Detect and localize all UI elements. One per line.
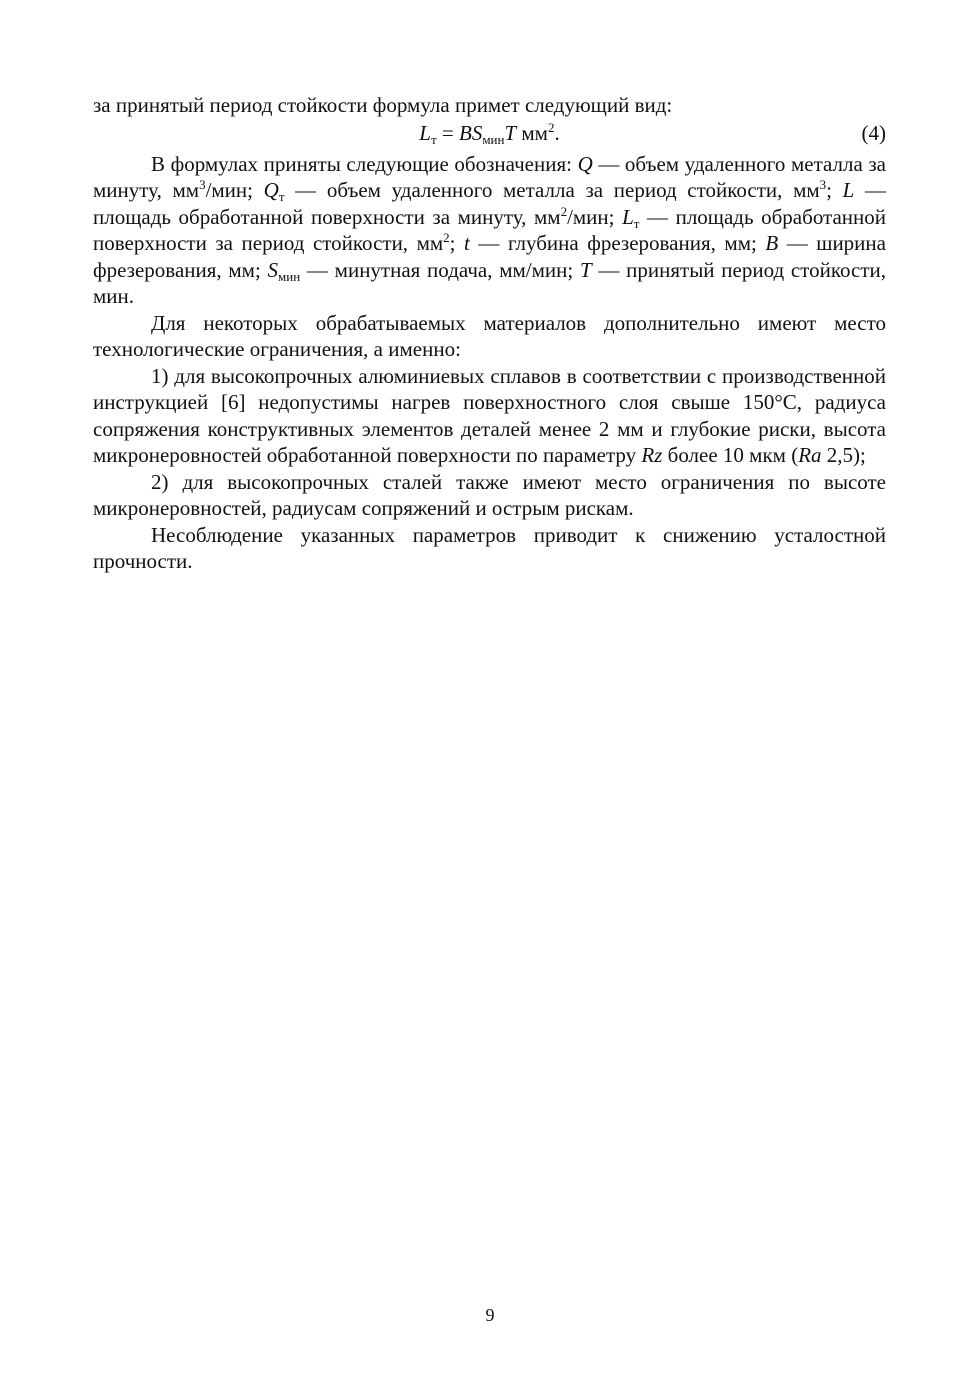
- symbol-B: B: [765, 231, 779, 255]
- notation-text: — площадь обработанной поверхности за минуту, мм: [93, 178, 887, 229]
- notation-text: — принятый период стойкости, мин.: [93, 257, 887, 308]
- superscript: 3: [819, 177, 827, 192]
- restriction-item-2: 2) для высокопрочных сталей также имеют место ограничения по высоте микронеровностей, радиусам сопряжений и острым рискам.: [93, 469, 886, 520]
- page-number: 9: [485, 1305, 495, 1325]
- symbol-Qt: Q: [263, 178, 279, 202]
- symbol-T: T: [579, 257, 592, 282]
- subscript: т: [278, 189, 285, 204]
- body-text: [93, 92, 886, 575]
- notation-text: ;: [449, 231, 465, 255]
- symbol-Q: Q: [577, 151, 593, 176]
- formula-eq: =: [436, 120, 459, 145]
- formula-row: [93, 120, 886, 149]
- symbol-Ra: Ra: [798, 443, 822, 467]
- formula-unit: мм: [516, 120, 548, 145]
- notation-text: — глубина фрезерования, мм;: [469, 231, 766, 255]
- formula-end: .: [554, 120, 560, 145]
- formula-unit-sup: 2: [547, 119, 555, 135]
- symbol-S: S: [267, 257, 279, 282]
- item-text: 1) для высокопрочных алюминиевых сплавов в соответствии с производственной инструкцией [6] недопустимы нагрев поверхностного слоя свыше 150°С, радиуса сопряжения конструктивных элементов деталей менее 2 мм и глубокие риски, высота микронеровностей обработанной поверхности по параметру: [93, 363, 886, 467]
- formula: [93, 120, 886, 147]
- restrictions-intro: Для некоторых обрабатываемых материалов дополнительно имеют место технологические ограничения, а именно:: [93, 310, 886, 361]
- formula-L-sub: т: [430, 131, 437, 147]
- restriction-item-1: [93, 363, 886, 469]
- notation-text: /мин;: [567, 204, 623, 229]
- formula-L: L: [419, 120, 431, 145]
- superscript: 3: [199, 177, 206, 192]
- subscript: т: [633, 215, 640, 231]
- notation-text: В формулах приняты следующие обозначения:: [151, 151, 578, 176]
- symbol-Lt: L: [622, 204, 634, 229]
- notation-paragraph: [93, 151, 886, 310]
- symbol-L: L: [842, 178, 855, 202]
- notation-text: — объем удаленного металла за период стойкости, мм: [284, 178, 820, 202]
- formula-B: B: [458, 120, 472, 145]
- superscript: 2: [560, 203, 568, 219]
- intro-line: за принятый период стойкости формула примет следующий вид:: [93, 93, 673, 117]
- notation-text: /мин;: [205, 178, 264, 202]
- notation-text: — площадь обработанной поверхности за период стойкости, мм: [93, 204, 887, 255]
- formula-S: S: [471, 120, 483, 145]
- item-text: более 10 мкм (: [662, 443, 799, 467]
- notation-text: ;: [826, 178, 843, 202]
- equation-number: (4): [861, 120, 886, 145]
- formula-S-sub: мин: [482, 131, 505, 147]
- notation-text: — объем удаленного металла за минуту, мм: [93, 151, 887, 202]
- item-text: 2,5);: [821, 443, 866, 467]
- symbol-Rz: Rz: [641, 443, 663, 467]
- notation-text: — минутная подача, мм/мин;: [300, 257, 580, 282]
- conclusion-paragraph: Несоблюдение указанных параметров приводит к снижению усталостной прочности.: [93, 522, 886, 573]
- symbol-t: t: [464, 231, 470, 255]
- notation-text: — ширина фрезерования, мм;: [93, 231, 886, 282]
- superscript: 2: [443, 230, 450, 245]
- subscript: мин: [278, 268, 301, 284]
- formula-T: T: [504, 120, 517, 145]
